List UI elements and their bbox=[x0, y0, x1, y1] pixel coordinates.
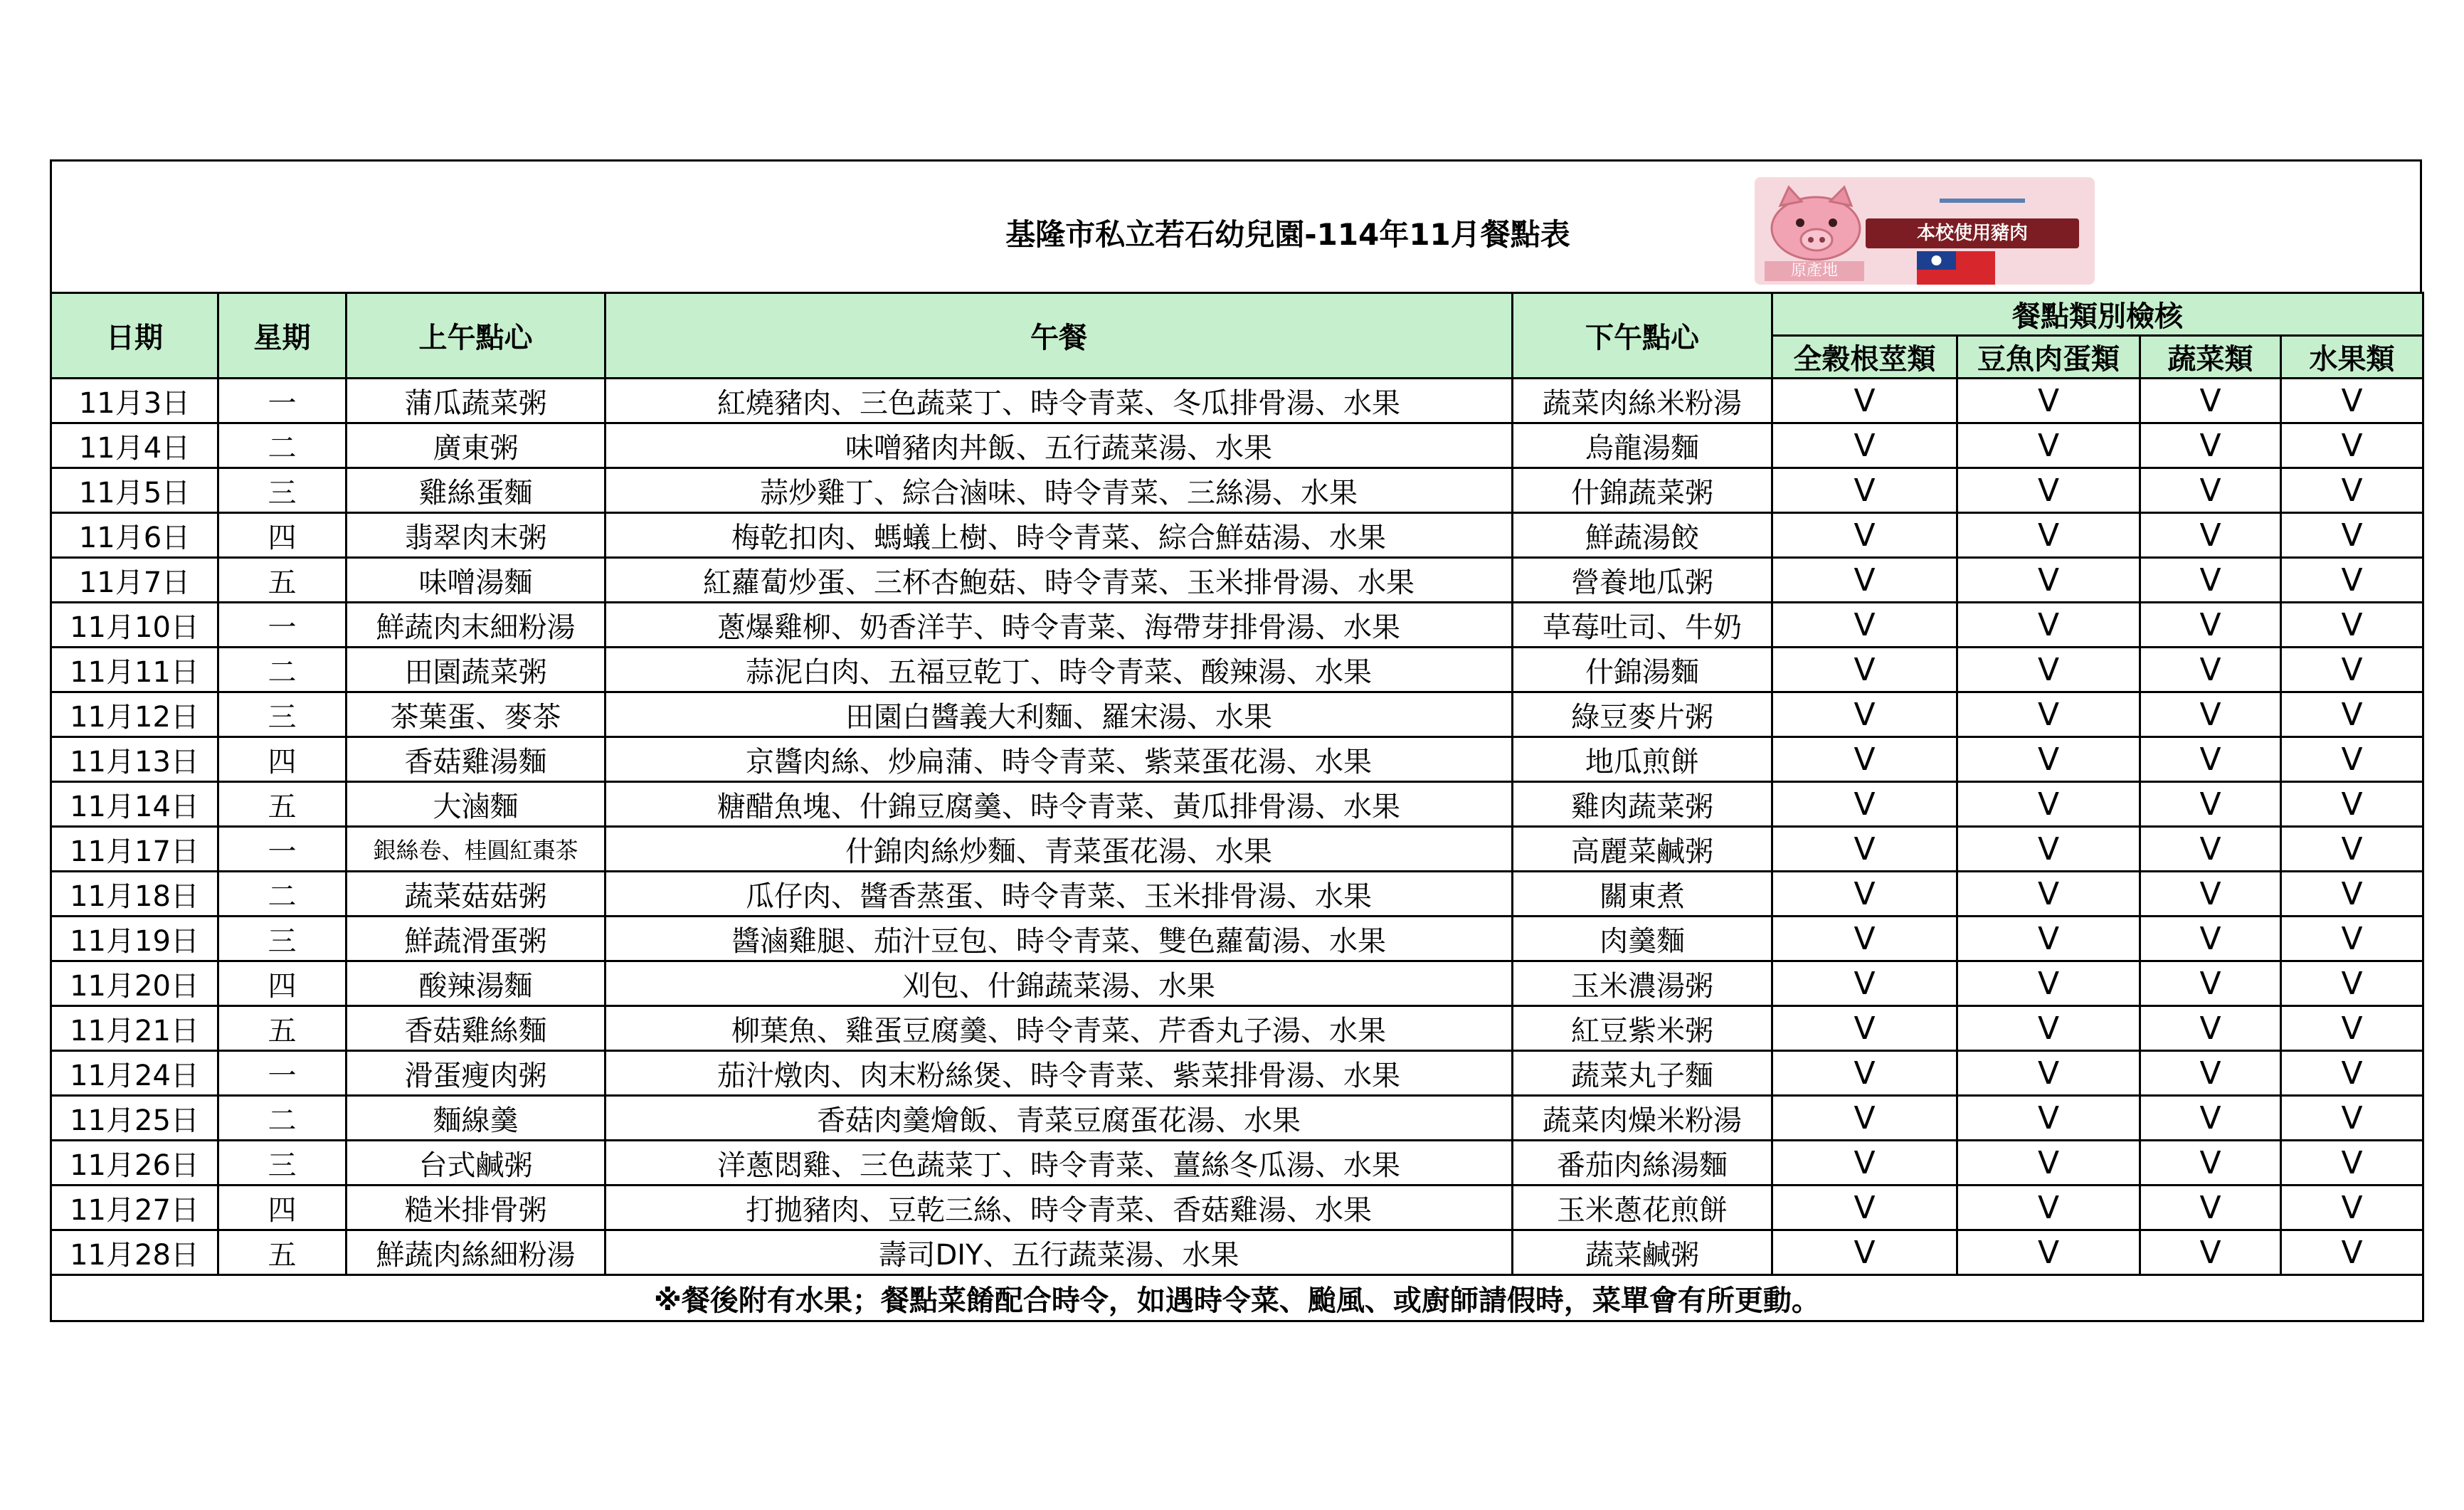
cell-lunch: 茄汁燉肉、肉末粉絲煲、時令青菜、紫菜排骨湯、水果 bbox=[606, 1051, 1513, 1096]
cell-morning-snack: 鮮蔬滑蛋粥 bbox=[347, 917, 606, 961]
check-fruit: V bbox=[2281, 692, 2423, 737]
check-grains: V bbox=[1772, 423, 1957, 468]
cell-date: 11月21日 bbox=[51, 1006, 218, 1051]
check-fruit: V bbox=[2281, 558, 2423, 603]
cell-lunch: 打拋豬肉、豆乾三絲、時令青菜、香菇雞湯、水果 bbox=[606, 1186, 1513, 1230]
cell-weekday: 二 bbox=[218, 1096, 347, 1141]
cell-lunch: 京醬肉絲、炒扁蒲、時令青菜、紫菜蛋花湯、水果 bbox=[606, 737, 1513, 782]
menu-body bbox=[51, 379, 2423, 1275]
cell-morning-snack: 鮮蔬肉絲細粉湯 bbox=[347, 1230, 606, 1275]
cell-date: 11月28日 bbox=[51, 1230, 218, 1275]
cell-afternoon-snack: 鮮蔬湯餃 bbox=[1513, 513, 1772, 558]
cell-morning-snack: 茶葉蛋、麥茶 bbox=[347, 692, 606, 737]
table-row bbox=[51, 692, 2423, 737]
check-grains: V bbox=[1772, 558, 1957, 603]
check-fruit: V bbox=[2281, 603, 2423, 648]
check-grains: V bbox=[1772, 737, 1957, 782]
cell-afternoon-snack: 雞肉蔬菜粥 bbox=[1513, 782, 1772, 827]
cell-weekday: 一 bbox=[218, 603, 347, 648]
brand-logo-icon bbox=[1940, 197, 2025, 204]
check-fruit: V bbox=[2281, 423, 2423, 468]
check-protein: V bbox=[1957, 1006, 2140, 1051]
table-row bbox=[51, 648, 2423, 692]
header-protein: 豆魚肉蛋類 bbox=[1957, 336, 2140, 379]
table-row bbox=[51, 1006, 2423, 1051]
cell-lunch: 壽司DIY、五行蔬菜湯、水果 bbox=[606, 1230, 1513, 1275]
cell-weekday: 三 bbox=[218, 468, 347, 513]
footnote: ※餐後附有水果；餐點菜餚配合時令，如遇時令菜、颱風、或廚師請假時，菜單會有所更動。 bbox=[51, 1275, 2423, 1321]
table-row bbox=[51, 827, 2423, 872]
check-grains: V bbox=[1772, 1186, 1957, 1230]
table-row bbox=[51, 872, 2423, 917]
cell-afternoon-snack: 紅豆紫米粥 bbox=[1513, 1006, 1772, 1051]
check-fruit: V bbox=[2281, 468, 2423, 513]
check-grains: V bbox=[1772, 1051, 1957, 1096]
check-grains: V bbox=[1772, 1096, 1957, 1141]
cell-lunch: 刈包、什錦蔬菜湯、水果 bbox=[606, 961, 1513, 1006]
cell-weekday: 四 bbox=[218, 737, 347, 782]
cell-weekday: 四 bbox=[218, 513, 347, 558]
check-vegetables: V bbox=[2140, 1051, 2281, 1096]
cell-date: 11月20日 bbox=[51, 961, 218, 1006]
check-protein: V bbox=[1957, 1230, 2140, 1275]
table-row bbox=[51, 1051, 2423, 1096]
table-row bbox=[51, 603, 2423, 648]
cell-date: 11月5日 bbox=[51, 468, 218, 513]
check-fruit: V bbox=[2281, 827, 2423, 872]
cell-weekday: 五 bbox=[218, 1006, 347, 1051]
cell-lunch: 蒜炒雞丁、綜合滷味、時令青菜、三絲湯、水果 bbox=[606, 468, 1513, 513]
cell-weekday: 二 bbox=[218, 872, 347, 917]
check-fruit: V bbox=[2281, 1006, 2423, 1051]
check-vegetables: V bbox=[2140, 423, 2281, 468]
header-afternoon-snack: 下午點心 bbox=[1513, 293, 1772, 379]
cell-lunch: 味噌豬肉丼飯、五行蔬菜湯、水果 bbox=[606, 423, 1513, 468]
cell-lunch: 什錦肉絲炒麵、青菜蛋花湯、水果 bbox=[606, 827, 1513, 872]
check-vegetables: V bbox=[2140, 468, 2281, 513]
cell-weekday: 五 bbox=[218, 782, 347, 827]
cell-lunch: 蒜泥白肉、五福豆乾丁、時令青菜、酸辣湯、水果 bbox=[606, 648, 1513, 692]
table-row bbox=[51, 468, 2423, 513]
cell-lunch: 瓜仔肉、醬香蒸蛋、時令青菜、玉米排骨湯、水果 bbox=[606, 872, 1513, 917]
cell-afternoon-snack: 地瓜煎餅 bbox=[1513, 737, 1772, 782]
header-date: 日期 bbox=[51, 293, 218, 379]
cell-afternoon-snack: 草莓吐司、牛奶 bbox=[1513, 603, 1772, 648]
cell-date: 11月14日 bbox=[51, 782, 218, 827]
cell-date: 11月6日 bbox=[51, 513, 218, 558]
cell-afternoon-snack: 營養地瓜粥 bbox=[1513, 558, 1772, 603]
header-vegetables: 蔬菜類 bbox=[2140, 336, 2281, 379]
check-protein: V bbox=[1957, 692, 2140, 737]
cell-afternoon-snack: 蔬菜丸子麵 bbox=[1513, 1051, 1772, 1096]
cell-afternoon-snack: 高麗菜鹹粥 bbox=[1513, 827, 1772, 872]
cell-weekday: 三 bbox=[218, 917, 347, 961]
check-vegetables: V bbox=[2140, 692, 2281, 737]
cell-date: 11月3日 bbox=[51, 379, 218, 423]
check-protein: V bbox=[1957, 872, 2140, 917]
cell-weekday: 三 bbox=[218, 692, 347, 737]
cell-weekday: 二 bbox=[218, 648, 347, 692]
check-protein: V bbox=[1957, 379, 2140, 423]
check-protein: V bbox=[1957, 648, 2140, 692]
check-protein: V bbox=[1957, 1096, 2140, 1141]
check-protein: V bbox=[1957, 827, 2140, 872]
check-vegetables: V bbox=[2140, 1186, 2281, 1230]
check-vegetables: V bbox=[2140, 1230, 2281, 1275]
check-fruit: V bbox=[2281, 513, 2423, 558]
cell-date: 11月4日 bbox=[51, 423, 218, 468]
cell-afternoon-snack: 綠豆麥片粥 bbox=[1513, 692, 1772, 737]
cell-date: 11月13日 bbox=[51, 737, 218, 782]
pork-tag: 本校使用豬肉 bbox=[1866, 218, 2079, 248]
table-row bbox=[51, 737, 2423, 782]
check-protein: V bbox=[1957, 603, 2140, 648]
cell-morning-snack: 滑蛋瘦肉粥 bbox=[347, 1051, 606, 1096]
cell-date: 11月24日 bbox=[51, 1051, 218, 1096]
check-protein: V bbox=[1957, 423, 2140, 468]
header-grains: 全穀根莖類 bbox=[1772, 336, 1957, 379]
cell-weekday: 一 bbox=[218, 827, 347, 872]
cell-date: 11月18日 bbox=[51, 872, 218, 917]
cell-lunch: 梅乾扣肉、螞蟻上樹、時令青菜、綜合鮮菇湯、水果 bbox=[606, 513, 1513, 558]
cell-lunch: 紅蘿蔔炒蛋、三杯杏鮑菇、時令青菜、玉米排骨湯、水果 bbox=[606, 558, 1513, 603]
cell-weekday: 一 bbox=[218, 1051, 347, 1096]
table-row bbox=[51, 423, 2423, 468]
check-vegetables: V bbox=[2140, 872, 2281, 917]
check-protein: V bbox=[1957, 917, 2140, 961]
table-row bbox=[51, 917, 2423, 961]
cell-afternoon-snack: 番茄肉絲湯麵 bbox=[1513, 1141, 1772, 1186]
cell-morning-snack: 雞絲蛋麵 bbox=[347, 468, 606, 513]
cell-morning-snack: 翡翠肉末粥 bbox=[347, 513, 606, 558]
cell-weekday: 五 bbox=[218, 1230, 347, 1275]
header-check-group: 餐點類別檢核 bbox=[1772, 293, 2423, 336]
check-vegetables: V bbox=[2140, 827, 2281, 872]
check-fruit: V bbox=[2281, 1051, 2423, 1096]
cell-date: 11月19日 bbox=[51, 917, 218, 961]
check-fruit: V bbox=[2281, 1096, 2423, 1141]
check-grains: V bbox=[1772, 692, 1957, 737]
check-vegetables: V bbox=[2140, 961, 2281, 1006]
table-row bbox=[51, 1230, 2423, 1275]
check-grains: V bbox=[1772, 648, 1957, 692]
check-fruit: V bbox=[2281, 1186, 2423, 1230]
cell-morning-snack: 味噌湯麵 bbox=[347, 558, 606, 603]
cell-afternoon-snack: 蔬菜肉絲米粉湯 bbox=[1513, 379, 1772, 423]
cell-weekday: 四 bbox=[218, 1186, 347, 1230]
pig-icon bbox=[1765, 184, 1871, 263]
header-lunch: 午餐 bbox=[606, 293, 1513, 379]
origin-label: 原產地 bbox=[1765, 261, 1864, 281]
check-protein: V bbox=[1957, 468, 2140, 513]
check-protein: V bbox=[1957, 1051, 2140, 1096]
table-row bbox=[51, 1186, 2423, 1230]
cell-afternoon-snack: 玉米濃湯粥 bbox=[1513, 961, 1772, 1006]
check-vegetables: V bbox=[2140, 1096, 2281, 1141]
check-grains: V bbox=[1772, 379, 1957, 423]
cell-morning-snack: 銀絲卷、桂圓紅棗茶 bbox=[347, 827, 606, 872]
check-vegetables: V bbox=[2140, 648, 2281, 692]
cell-date: 11月17日 bbox=[51, 827, 218, 872]
cell-morning-snack: 大滷麵 bbox=[347, 782, 606, 827]
cell-afternoon-snack: 什錦湯麵 bbox=[1513, 648, 1772, 692]
cell-morning-snack: 香菇雞湯麵 bbox=[347, 737, 606, 782]
cell-weekday: 三 bbox=[218, 1141, 347, 1186]
check-grains: V bbox=[1772, 782, 1957, 827]
check-protein: V bbox=[1957, 1186, 2140, 1230]
check-grains: V bbox=[1772, 917, 1957, 961]
cell-date: 11月27日 bbox=[51, 1186, 218, 1230]
table-row bbox=[51, 558, 2423, 603]
cell-date: 11月12日 bbox=[51, 692, 218, 737]
check-grains: V bbox=[1772, 1141, 1957, 1186]
cell-morning-snack: 台式鹹粥 bbox=[347, 1141, 606, 1186]
cell-date: 11月7日 bbox=[51, 558, 218, 603]
cell-morning-snack: 酸辣湯麵 bbox=[347, 961, 606, 1006]
check-grains: V bbox=[1772, 603, 1957, 648]
check-fruit: V bbox=[2281, 737, 2423, 782]
check-fruit: V bbox=[2281, 961, 2423, 1006]
check-protein: V bbox=[1957, 513, 2140, 558]
cell-morning-snack: 田園蔬菜粥 bbox=[347, 648, 606, 692]
cell-lunch: 蔥爆雞柳、奶香洋芋、時令青菜、海帶芽排骨湯、水果 bbox=[606, 603, 1513, 648]
cell-date: 11月26日 bbox=[51, 1141, 218, 1186]
check-vegetables: V bbox=[2140, 737, 2281, 782]
cell-afternoon-snack: 蔬菜鹹粥 bbox=[1513, 1230, 1772, 1275]
pork-origin-badge bbox=[1755, 177, 2095, 285]
cell-afternoon-snack: 蔬菜肉燥米粉湯 bbox=[1513, 1096, 1772, 1141]
table-row bbox=[51, 782, 2423, 827]
table-row bbox=[51, 961, 2423, 1006]
check-fruit: V bbox=[2281, 379, 2423, 423]
cell-lunch: 柳葉魚、雞蛋豆腐羹、時令青菜、芹香丸子湯、水果 bbox=[606, 1006, 1513, 1051]
check-fruit: V bbox=[2281, 648, 2423, 692]
cell-weekday: 五 bbox=[218, 558, 347, 603]
cell-weekday: 一 bbox=[218, 379, 347, 423]
check-protein: V bbox=[1957, 1141, 2140, 1186]
check-grains: V bbox=[1772, 961, 1957, 1006]
cell-lunch: 田園白醬義大利麵、羅宋湯、水果 bbox=[606, 692, 1513, 737]
check-vegetables: V bbox=[2140, 782, 2281, 827]
check-vegetables: V bbox=[2140, 513, 2281, 558]
check-protein: V bbox=[1957, 782, 2140, 827]
cell-morning-snack: 麵線羹 bbox=[347, 1096, 606, 1141]
page-title: 基隆市私立若石幼兒園-114年11月餐點表 bbox=[1005, 217, 1570, 252]
cell-weekday: 四 bbox=[218, 961, 347, 1006]
cell-morning-snack: 香菇雞絲麵 bbox=[347, 1006, 606, 1051]
check-vegetables: V bbox=[2140, 1006, 2281, 1051]
check-grains: V bbox=[1772, 1230, 1957, 1275]
cell-morning-snack: 蔬菜菇菇粥 bbox=[347, 872, 606, 917]
table-row bbox=[51, 1141, 2423, 1186]
check-grains: V bbox=[1772, 827, 1957, 872]
cell-date: 11月11日 bbox=[51, 648, 218, 692]
cell-afternoon-snack: 關東煮 bbox=[1513, 872, 1772, 917]
check-fruit: V bbox=[2281, 872, 2423, 917]
cell-lunch: 洋蔥悶雞、三色蔬菜丁、時令青菜、薑絲冬瓜湯、水果 bbox=[606, 1141, 1513, 1186]
cell-afternoon-snack: 烏龍湯麵 bbox=[1513, 423, 1772, 468]
check-vegetables: V bbox=[2140, 917, 2281, 961]
table-row bbox=[51, 379, 2423, 423]
cell-lunch: 醬滷雞腿、茄汁豆包、時令青菜、雙色蘿蔔湯、水果 bbox=[606, 917, 1513, 961]
cell-afternoon-snack: 肉羹麵 bbox=[1513, 917, 1772, 961]
cell-date: 11月10日 bbox=[51, 603, 218, 648]
check-fruit: V bbox=[2281, 917, 2423, 961]
check-protein: V bbox=[1957, 961, 2140, 1006]
cell-weekday: 二 bbox=[218, 423, 347, 468]
check-vegetables: V bbox=[2140, 603, 2281, 648]
check-grains: V bbox=[1772, 468, 1957, 513]
cell-morning-snack: 廣東粥 bbox=[347, 423, 606, 468]
menu-sheet bbox=[50, 159, 2422, 1322]
check-protein: V bbox=[1957, 558, 2140, 603]
check-protein: V bbox=[1957, 737, 2140, 782]
header-weekday: 星期 bbox=[218, 293, 347, 379]
check-vegetables: V bbox=[2140, 1141, 2281, 1186]
menu-table bbox=[50, 292, 2424, 1322]
cell-lunch: 香菇肉羹燴飯、青菜豆腐蛋花湯、水果 bbox=[606, 1096, 1513, 1141]
cell-afternoon-snack: 什錦蔬菜粥 bbox=[1513, 468, 1772, 513]
check-vegetables: V bbox=[2140, 558, 2281, 603]
check-vegetables: V bbox=[2140, 379, 2281, 423]
check-fruit: V bbox=[2281, 1230, 2423, 1275]
header-morning-snack: 上午點心 bbox=[347, 293, 606, 379]
check-grains: V bbox=[1772, 513, 1957, 558]
header-fruit: 水果類 bbox=[2281, 336, 2423, 379]
cell-morning-snack: 蒲瓜蔬菜粥 bbox=[347, 379, 606, 423]
table-row bbox=[51, 513, 2423, 558]
cell-date: 11月25日 bbox=[51, 1096, 218, 1141]
cell-afternoon-snack: 玉米蔥花煎餅 bbox=[1513, 1186, 1772, 1230]
cell-lunch: 糖醋魚塊、什錦豆腐羹、時令青菜、黃瓜排骨湯、水果 bbox=[606, 782, 1513, 827]
title-row bbox=[50, 159, 2422, 292]
cell-lunch: 紅燒豬肉、三色蔬菜丁、時令青菜、冬瓜排骨湯、水果 bbox=[606, 379, 1513, 423]
cell-morning-snack: 鮮蔬肉末細粉湯 bbox=[347, 603, 606, 648]
check-grains: V bbox=[1772, 1006, 1957, 1051]
check-grains: V bbox=[1772, 872, 1957, 917]
table-row bbox=[51, 1096, 2423, 1141]
check-fruit: V bbox=[2281, 782, 2423, 827]
check-fruit: V bbox=[2281, 1141, 2423, 1186]
taiwan-flag-icon bbox=[1917, 251, 1995, 285]
cell-morning-snack: 糙米排骨粥 bbox=[347, 1186, 606, 1230]
